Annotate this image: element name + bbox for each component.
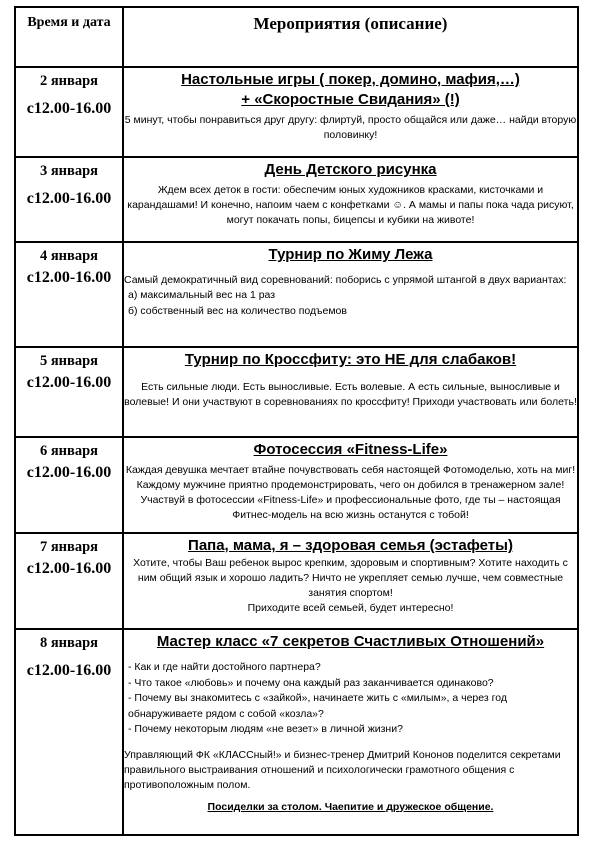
event-description: Хотите, чтобы Ваш ребенок вырос крепким, здоровым и спортивным? Хотите находить с ним общий язык и хорошо ладить? Ничто не укрепляет семью лучше, чем совместные занятия спортом! xyxy=(133,557,568,599)
event-subtitle: + «Скоростные Свидания» (!) xyxy=(241,91,460,108)
event-description: Самый демократичный вид соревнований: поборись с упрямой штангой в двух вариантах: xyxy=(124,274,567,286)
event-row xyxy=(15,629,578,835)
schedule-table xyxy=(14,6,579,836)
event-date-cell xyxy=(15,629,123,835)
event-cell xyxy=(123,629,578,835)
event-description: Управляющий ФК «КЛАССный!» и бизнес-тренер Дмитрий Кононов поделится секретами правильного выстраивания отношений и психологически грамотного общения с противоположным полом. xyxy=(124,748,561,791)
event-day: 6 января xyxy=(39,443,99,459)
event-cell xyxy=(123,533,578,629)
event-question: - Как и где найти достойного партнера? xyxy=(128,661,321,673)
event-day: 8 января xyxy=(39,635,99,651)
event-date-cell xyxy=(15,67,123,157)
event-cell xyxy=(123,67,578,157)
event-description: 5 минут, чтобы понравиться друг другу: флиртуй, просто общайся или даже… найди вторую половинку! xyxy=(124,114,577,141)
event-row xyxy=(15,157,578,242)
event-row xyxy=(15,242,578,347)
event-cell xyxy=(123,157,578,242)
event-time: с12.00-16.00 xyxy=(26,100,112,117)
event-time: с12.00-16.00 xyxy=(26,374,112,391)
event-date-cell xyxy=(15,157,123,242)
event-closing-note: Посиделки за столом. Чаепитие и дружеское общение. xyxy=(207,800,494,813)
event-title: Турнир по Кроссфиту: это НЕ для слабаков! xyxy=(184,351,517,368)
event-title: Турнир по Жиму Лежа xyxy=(268,246,433,263)
event-invitation: Приходите всей семьей, будет интересно! xyxy=(247,602,454,614)
event-day: 7 января xyxy=(39,539,99,555)
event-row xyxy=(15,437,578,533)
header-date-cell xyxy=(15,7,123,67)
event-time: с12.00-16.00 xyxy=(26,269,112,286)
event-time: с12.00-16.00 xyxy=(26,560,112,577)
event-option: а) максимальный вес на 1 раз xyxy=(128,289,276,301)
event-question: - Что такое «любовь» и почему она каждый раз заканчивается одинаково? xyxy=(128,676,494,689)
event-title: Папа, мама, я – здоровая семья (эстафеты) xyxy=(188,537,513,554)
event-row xyxy=(15,67,578,157)
event-date-cell xyxy=(15,533,123,629)
event-title: Мастер класс «7 секретов Счастливых Отношений» xyxy=(156,633,545,650)
event-time: с12.00-16.00 xyxy=(26,464,112,481)
event-day: 3 января xyxy=(39,163,99,179)
event-time: с12.00-16.00 xyxy=(26,662,112,679)
event-description: Ждем всех деток в гости: обеспечим юных художников красками, кисточками и карандашами! И конечно, напоим чаем с конфетками ☺. А мамы и папы пока чада рисуют, могут покачать попы, бицепсы и кубики на животе! xyxy=(127,184,574,226)
header-events-label: Мероприятия (описание) xyxy=(253,14,448,33)
event-question: - Почему вы знакомитесь с «зайкой», начинаете жить с «милым», а через год обнаруживаете рядом с собой «козла»? xyxy=(128,692,507,720)
event-day: 5 января xyxy=(39,353,99,369)
event-date-cell xyxy=(15,242,123,347)
event-option: б) собственный вес на количество подъемов xyxy=(128,304,347,317)
event-row xyxy=(15,347,578,437)
event-description: Каждая девушка мечтает втайне почувствовать себя настоящей Фотомоделью, хоть на миг! Каждому мужчине приятно продемонстрировать, чего он добился в тренажерном зале! Участвуй в фотосессии «Fitness-Life» и профессиональные фото, где ты – настоящая Фитнес-модель на всю жизнь останутся с тобой! xyxy=(125,464,576,521)
event-title: День Детского рисунка xyxy=(264,161,437,178)
event-row xyxy=(15,533,578,629)
header-events-cell xyxy=(123,7,578,67)
event-title: Фотосессия «Fitness-Life» xyxy=(253,441,448,458)
event-day: 4 января xyxy=(39,248,99,264)
event-cell xyxy=(123,437,578,533)
event-cell xyxy=(123,347,578,437)
header-date-label: Время и дата xyxy=(27,15,111,30)
event-date-cell xyxy=(15,437,123,533)
event-date-cell xyxy=(15,347,123,437)
event-day: 2 января xyxy=(39,73,99,89)
event-title: Настольные игры ( покер, домино, мафия,…) xyxy=(181,71,520,88)
event-question: - Почему некоторым людям «не везет» в личной жизни? xyxy=(128,723,403,735)
header-row xyxy=(15,7,578,67)
event-cell xyxy=(123,242,578,347)
event-description: Есть сильные люди. Есть выносливые. Есть волевые. А есть сильные, выносливые и волевые! И они участвуют в соревнованиях по кроссфиту! Приходи участвовать или болеть! xyxy=(124,381,577,408)
event-time: с12.00-16.00 xyxy=(26,190,112,207)
